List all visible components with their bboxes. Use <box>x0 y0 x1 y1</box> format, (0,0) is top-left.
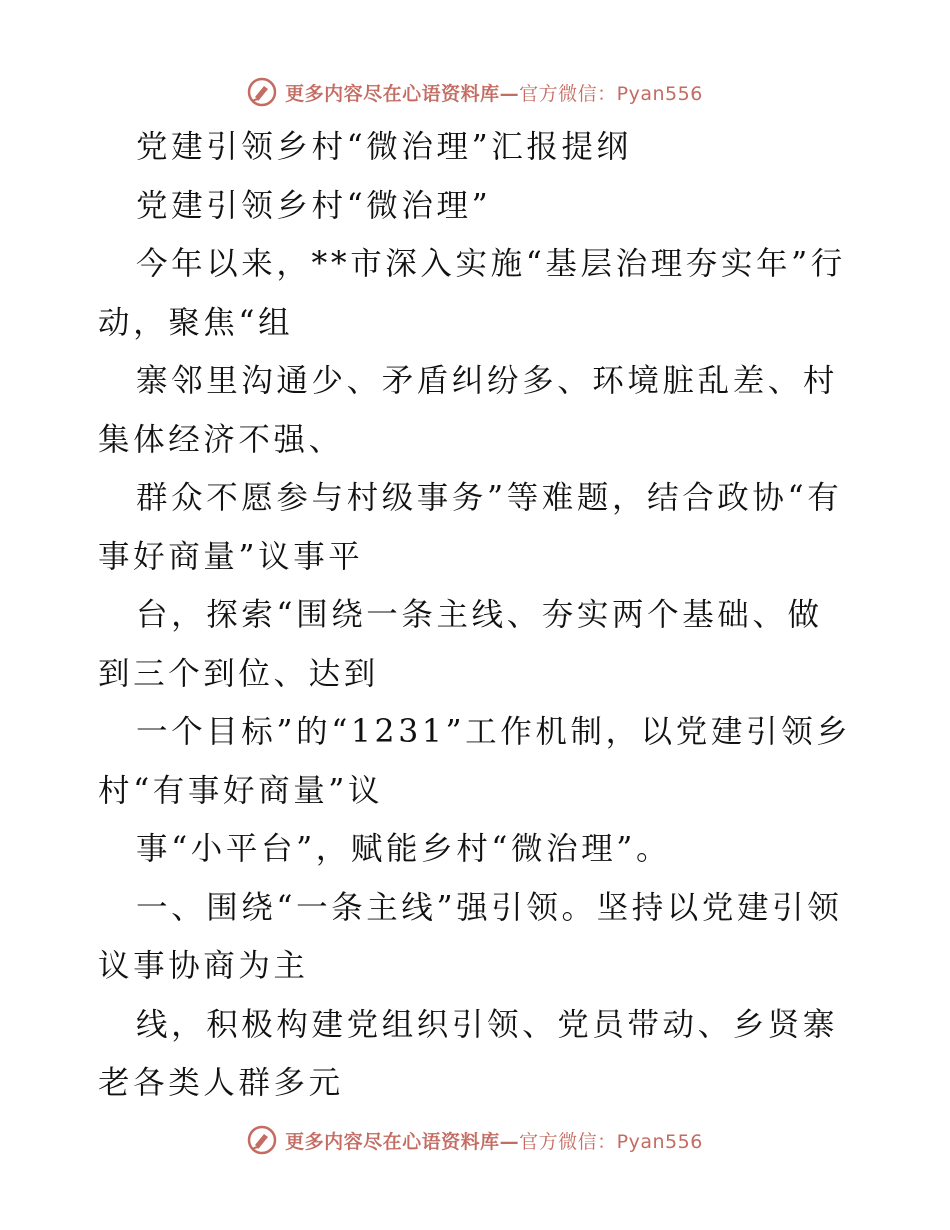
body-paragraph: 群众不愿参与村级事务”等难题，结合政协“有事好商量”议事平 <box>98 480 843 575</box>
section-heading-paragraph: 一、围绕“一条主线”强引领。坚持以党建引领议事协商为主 <box>98 889 843 984</box>
banner-wechat: 官方微信：Pyan556 <box>519 82 703 105</box>
footer-watermark-banner <box>0 1120 950 1160</box>
banner-wechat: 官方微信：Pyan556 <box>519 1130 703 1153</box>
document-subtitle: 党建引领乡村“微治理” <box>136 187 492 224</box>
body-paragraph: 线，积极构建党组织引领、党员带动、乡贤寨老各类人群多元 <box>98 1006 839 1101</box>
document-body <box>98 118 854 1113</box>
header-watermark-banner <box>0 72 950 112</box>
brand-logo-icon <box>247 1125 277 1155</box>
body-paragraph: 寨邻里沟通少、矛盾纠纷多、环境脏乱差、村集体经济不强、 <box>98 363 839 458</box>
body-paragraph: 今年以来，**市深入实施“基层治理夯实年”行动，聚焦“组 <box>98 246 846 341</box>
banner-text: 更多内容尽在心语资料库— <box>285 1130 520 1153</box>
brand-logo-icon <box>247 77 277 107</box>
banner-text: 更多内容尽在心语资料库— <box>285 82 520 105</box>
body-paragraph: 事“小平台”，赋能乡村“微治理”。 <box>136 831 672 867</box>
body-paragraph: 台，探索“围绕一条主线、夯实两个基础、做到三个到位、达到 <box>98 597 823 692</box>
document-title: 党建引领乡村“微治理”汇报提纲 <box>136 129 632 165</box>
body-paragraph: 一个目标”的“1231”工作机制，以党建引领乡村“有事好商量”议 <box>98 714 852 809</box>
